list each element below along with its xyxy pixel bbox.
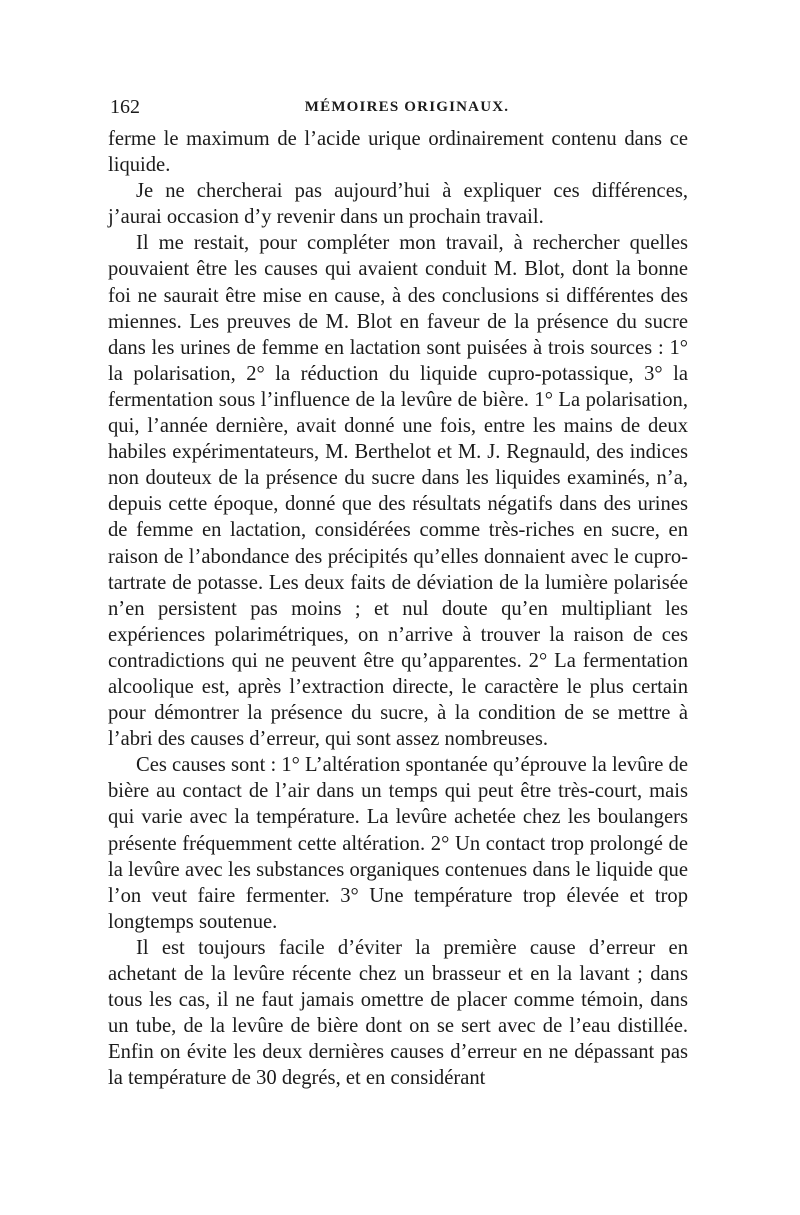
body-text	[108, 126, 688, 1091]
paragraph: Je ne chercherai pas aujourd’hui à expliquer ces différences, j’aurai occasion d’y revenir dans un prochain travail.	[108, 180, 688, 229]
book-page	[108, 92, 688, 1091]
running-title: MÉMOIRES ORIGINAUX.	[304, 99, 510, 115]
paragraph: Il est toujours facile d’éviter la première cause d’erreur en achetant de la levûre récente chez un brasseur et en la lavant ; dans tous les cas, il ne faut jamais omettre de placer comme témoin, dans un tube, de la levûre de bière dont on se sert avec de l’eau distillée. Enfin on évite les deux dernières causes d’erreur en ne dépassant pas la température de 30 degrés, et en considérant	[108, 936, 688, 1090]
paragraph-continued: ferme le maximum de l’acide urique ordinairement contenu dans ce liquide.	[108, 128, 688, 177]
paragraph: Il me restait, pour compléter mon travail, à rechercher quelles pouvaient être les causes qui avaient conduit M. Blot, dont la bonne foi ne saurait être mise en cause, à des conclusions si différentes des miennes. Les preuves de M. Blot en faveur de la présence du sucre dans les urines de femme en lactation sont puisées à trois sources : 1° la polarisation, 2° la réduction du liquide cupro-potassique, 3° la fermentation sous l’influence de la levûre de bière. 1° La polarisation, qui, l’année dernière, avait donné une fois, entre les mains de deux habiles expérimentateurs, M. Berthelot et M. J. Regnauld, des indices non douteux de la présence du sucre dans les liquides examinés, n’a, depuis cette époque, donné que des résultats négatifs dans des urines de femme en lactation, considérées comme très-riches en sucre, en raison de l’abondance des précipités qu’elles donnaient avec le cupro-tartrate de potasse. Les deux faits de déviation de la lumière polarisée n’en persistent pas moins ; et nul doute qu’en multipliant les expériences polarimétriques, on n’arrive à trouver la raison de ces contradictions qui ne peuvent être qu’apparentes. 2° La fermentation alcoolique est, après l’extraction directe, le caractère le plus certain pour démontrer la présence du sucre, à la condition de se mettre à l’abri des causes d’erreur, qui sont assez nombreuses.	[108, 232, 688, 751]
running-head	[108, 92, 688, 122]
page-number: 162	[110, 96, 140, 118]
paragraph: Ces causes sont : 1° L’altération spontanée qu’éprouve la levûre de bière au contact de l’air dans un temps qui peut être très-court, mais qui varie avec la température. La levûre achetée chez les boulangers présente fréquemment cette altération. 2° Un contact trop prolongé de la levûre avec les substances organiques contenues dans le liquide que l’on veut faire fermenter. 3° Une température trop élevée et trop longtemps soutenue.	[108, 754, 688, 933]
